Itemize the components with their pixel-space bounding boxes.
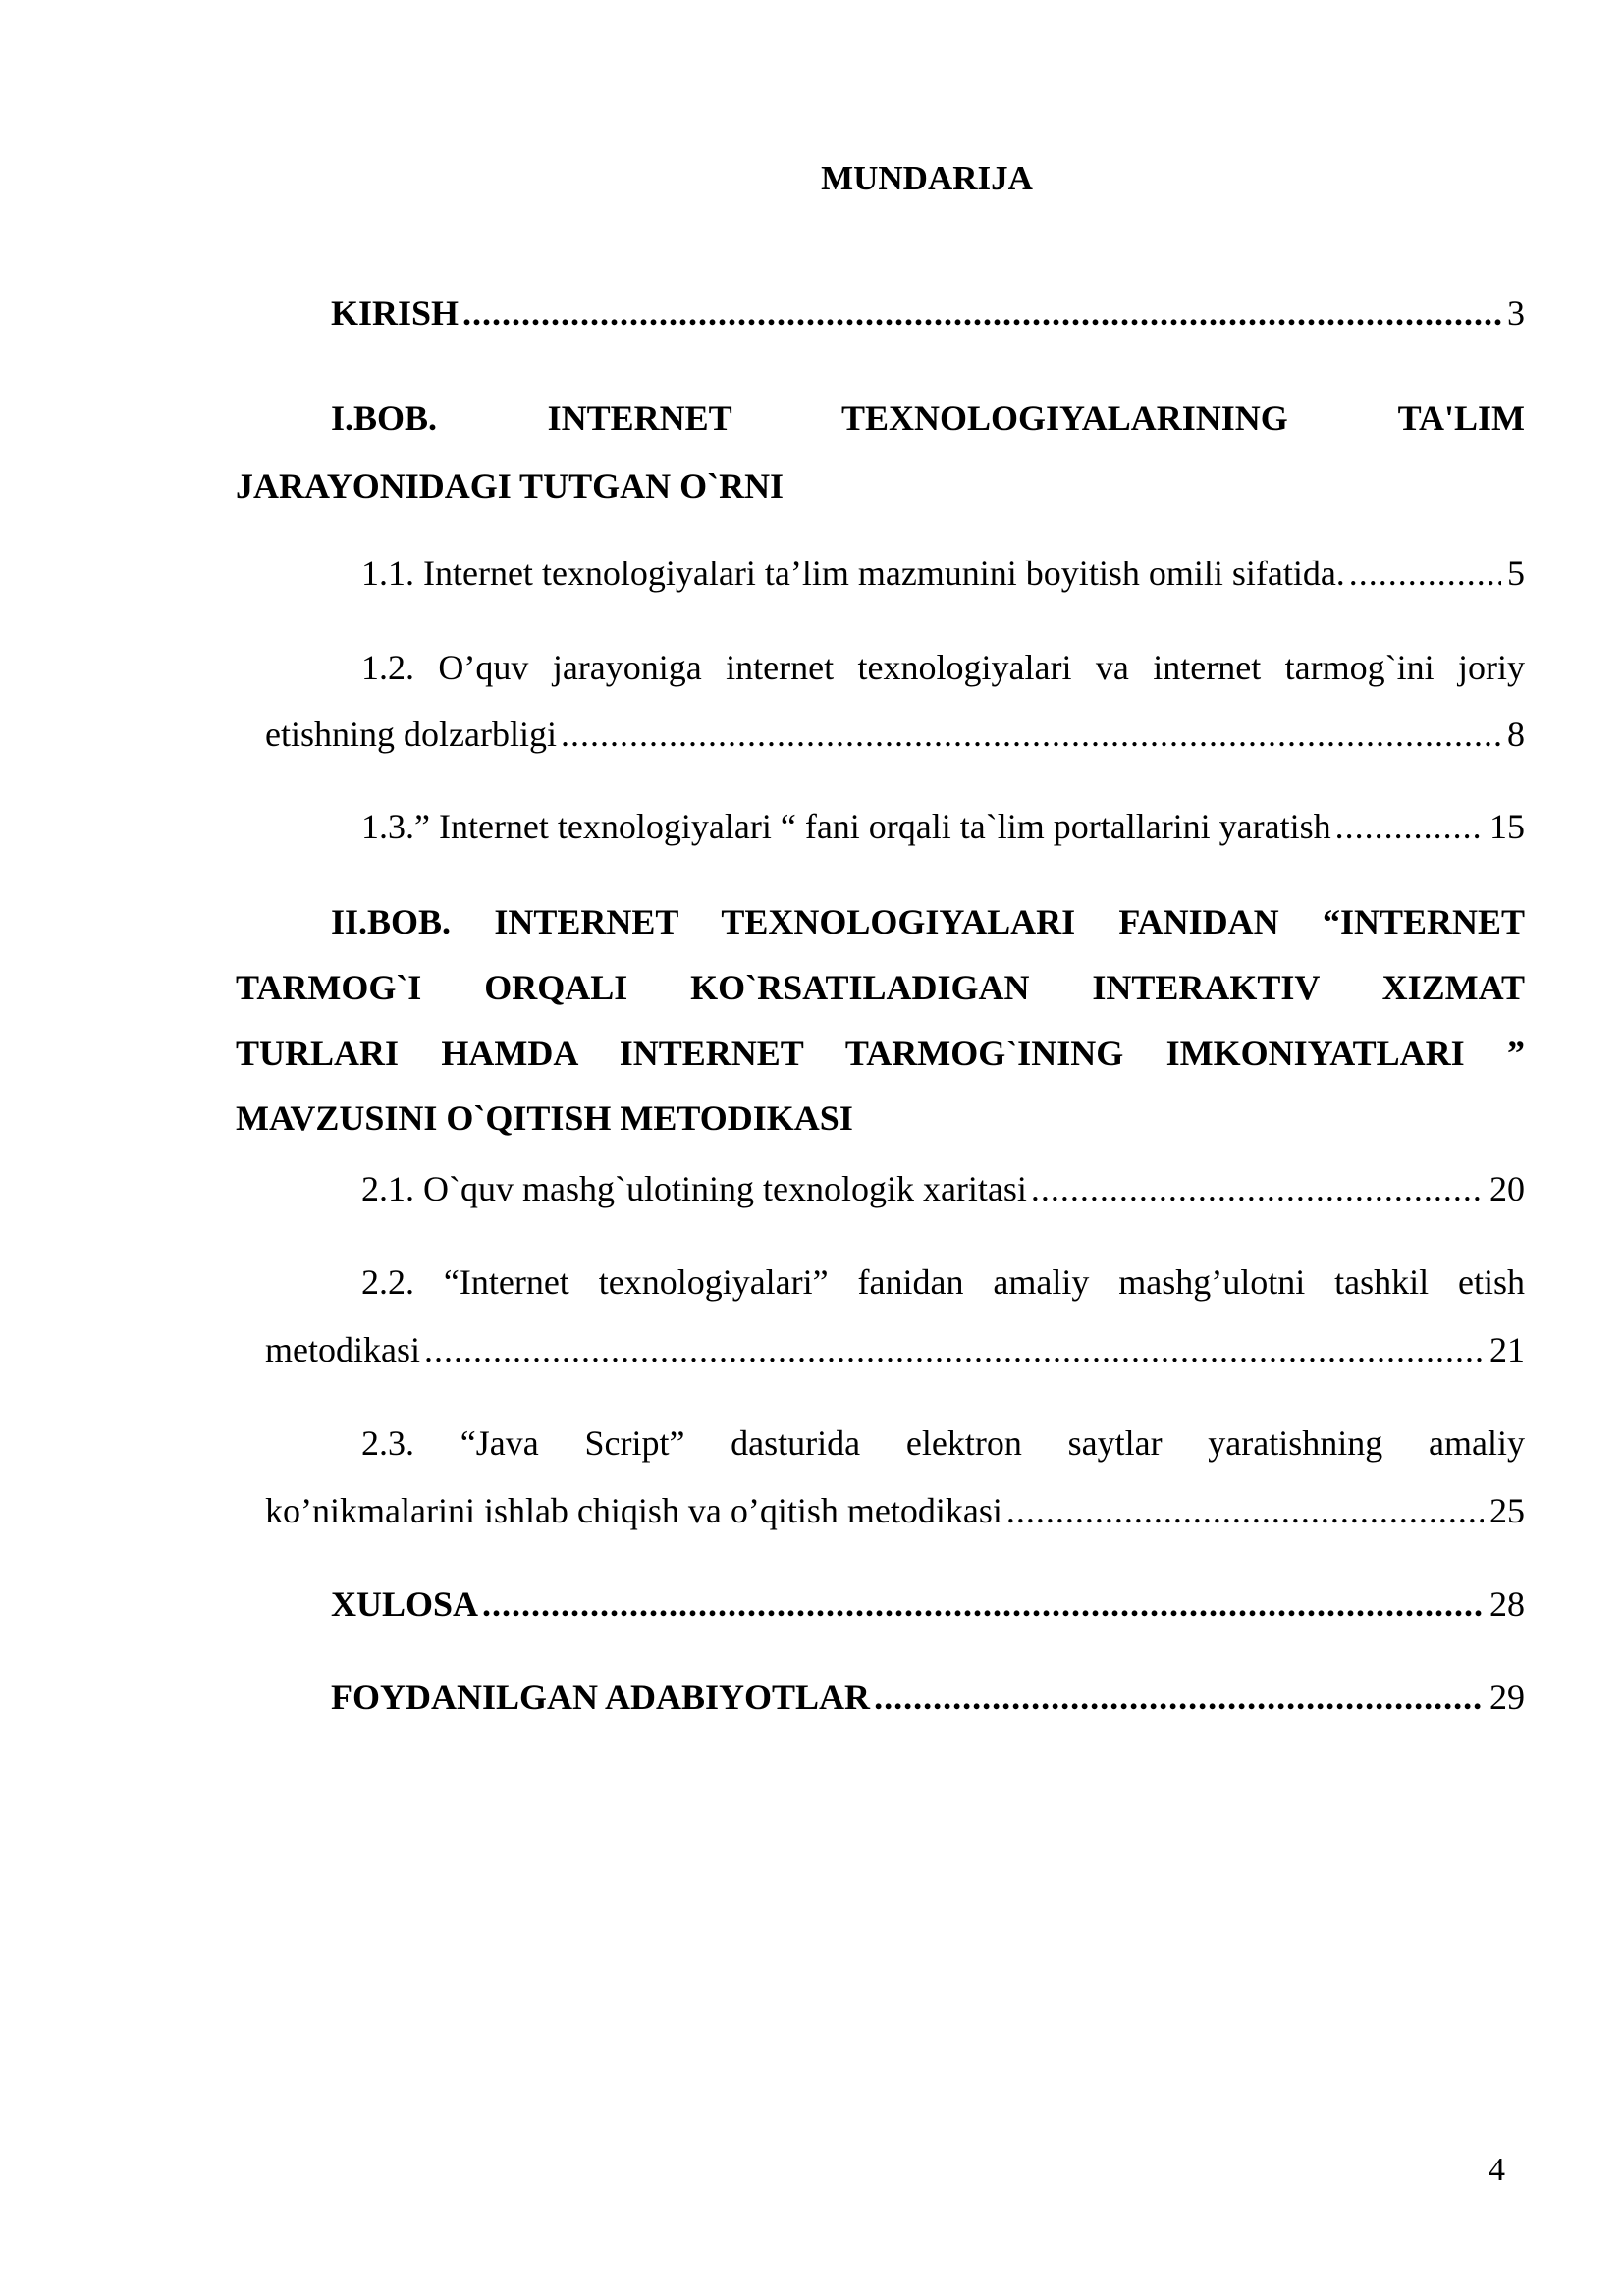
toc-chapter-2-line1[interactable] — [331, 901, 1525, 942]
chapter-1-title: I.BOB. INTERNET TEXNOLOGIYALARINING TA'LIM — [331, 399, 1525, 438]
toc-entry-1-2-line1[interactable] — [361, 647, 1525, 688]
toc-entry-1-2-line2[interactable] — [265, 714, 1525, 755]
toc-heading: MUNDARIJA — [821, 159, 1033, 197]
chapter-2-title: II.BOB. INTERNET TEXNOLOGIYALARI FANIDAN “INTERNET — [331, 902, 1525, 941]
toc-page: 15 — [1489, 807, 1525, 846]
dot-leader — [462, 293, 1501, 334]
dot-leader — [874, 1677, 1484, 1718]
toc-page: 3 — [1507, 294, 1525, 333]
toc-page: 5 — [1507, 554, 1525, 593]
toc-label: 1.1. Internet texnologiyalari ta’lim mazmunini boyitish omili sifatida. — [361, 554, 1345, 593]
toc-label-cont: etishning dolzarbligi — [265, 715, 557, 754]
dot-leader — [1349, 553, 1501, 594]
toc-entry-2-2-line1[interactable] — [361, 1261, 1525, 1303]
toc-entry-1-3[interactable] — [361, 806, 1525, 847]
toc-label: 1.2. O’quv jarayoniga internet texnologiyalari va internet tarmog`ini joriy — [361, 648, 1525, 687]
toc-label: 2.1. O`quv mashg`ulotining texnologik xaritasi — [361, 1169, 1027, 1208]
dot-leader — [482, 1583, 1484, 1625]
chapter-2-title-cont: TURLARI HAMDA INTERNET TARMOG`INING IMKONIYATLARI ” — [236, 1034, 1525, 1073]
toc-chapter-1-line1[interactable] — [331, 398, 1525, 439]
dot-leader — [1006, 1490, 1484, 1531]
toc-page: 21 — [1489, 1330, 1525, 1369]
chapter-2-title-cont: MAVZUSINI O`QITISH METODIKASI — [236, 1098, 853, 1138]
toc-page: 28 — [1489, 1584, 1525, 1624]
dot-leader — [1335, 806, 1484, 847]
toc-entry-2-1[interactable] — [361, 1168, 1525, 1209]
toc-label: 1.3.” Internet texnologiyalari “ fani orqali ta`lim portallarini yaratish — [361, 807, 1331, 846]
toc-entry-adabiyotlar[interactable] — [331, 1677, 1525, 1718]
toc-page: 8 — [1507, 715, 1525, 754]
toc-label-cont: ko’nikmalarini ishlab chiqish va o’qitish metodikasi — [265, 1491, 1002, 1530]
toc-chapter-2-line2[interactable] — [236, 967, 1525, 1008]
toc-page: 20 — [1489, 1169, 1525, 1208]
chapter-2-title-cont: TARMOG`I ORQALI KO`RSATILADIGAN INTERAKTIV XIZMAT — [236, 968, 1525, 1007]
page-title — [0, 159, 1624, 198]
toc-entry-kirish[interactable] — [331, 293, 1525, 334]
toc-label: 2.3. “Java Script” dasturida elektron saytlar yaratishning amaliy — [361, 1423, 1525, 1463]
toc-entry-1-1[interactable] — [361, 553, 1525, 594]
dot-leader — [1031, 1168, 1484, 1209]
toc-label: XULOSA — [331, 1584, 479, 1624]
toc-entry-xulosa[interactable] — [331, 1583, 1525, 1625]
dot-leader — [424, 1329, 1484, 1370]
toc-entry-2-3-line1[interactable] — [361, 1422, 1525, 1464]
toc-label-cont: metodikasi — [265, 1330, 420, 1369]
toc-chapter-1-line2[interactable] — [236, 465, 784, 507]
toc-entry-2-3-line2[interactable] — [265, 1490, 1525, 1531]
toc-chapter-2-line3[interactable] — [236, 1033, 1525, 1074]
toc-label: 2.2. “Internet texnologiyalari” fanidan amaliy mashg’ulotni tashkil etish — [361, 1262, 1525, 1302]
toc-label: KIRISH — [331, 294, 460, 333]
page-number: 4 — [1489, 2152, 1505, 2188]
toc-chapter-2-line4[interactable] — [236, 1097, 853, 1139]
toc-label: FOYDANILGAN ADABIYOTLAR — [331, 1678, 871, 1717]
toc-page: 29 — [1489, 1678, 1525, 1717]
toc-entry-2-2-line2[interactable] — [265, 1329, 1525, 1370]
toc-page: 25 — [1489, 1491, 1525, 1530]
chapter-1-title-cont: JARAYONIDAGI TUTGAN O`RNI — [236, 466, 785, 506]
dot-leader — [561, 714, 1501, 755]
